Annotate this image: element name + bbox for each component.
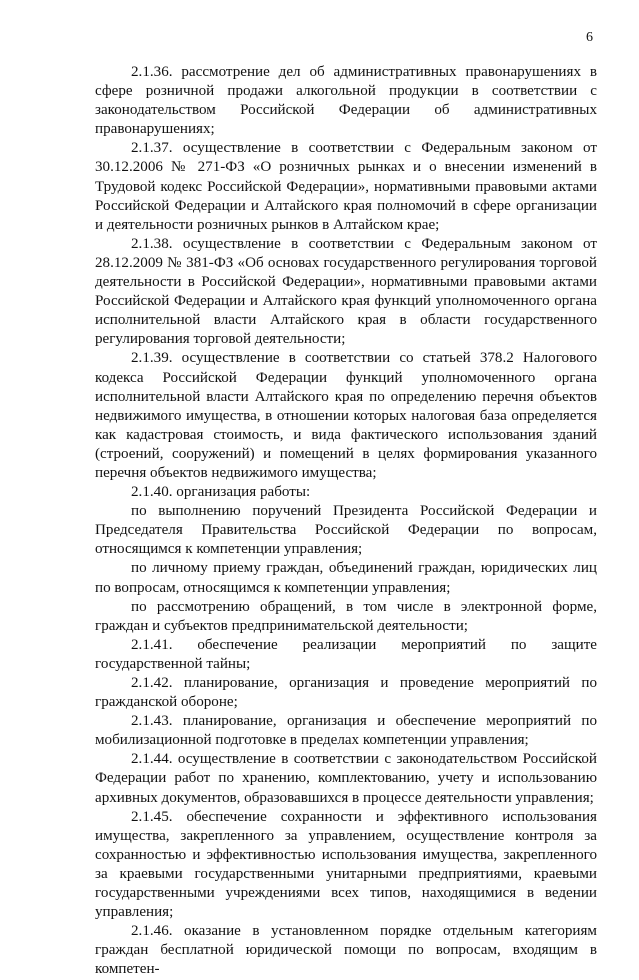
paragraph-2-1-36: 2.1.36. рассмотрение дел об административных правонарушениях в сфере розничной продажи алкогольной продукции в соответствии с законодательством Российской Федерации об административных правонарушениях; bbox=[95, 64, 597, 138]
paragraph-2-1-40-item-2: по личному приему граждан, объединений граждан, юридических лиц по вопросам, относящимся к компетенции управления; bbox=[95, 560, 597, 596]
paragraph-2-1-40-item-1: по выполнению поручений Президента Российской Федерации и Председателя Правительства Российской Федерации по вопросам, относящимся к компетенции управления; bbox=[95, 503, 597, 558]
paragraph-2-1-41: 2.1.41. обеспечение реализации мероприятий по защите государственной тайны; bbox=[95, 636, 597, 672]
paragraph-2-1-38: 2.1.38. осуществление в соответствии с Федеральным законом от 28.12.2009 № 381-ФЗ «Об основах государственного регулирования торговой деятельности в Российской Федерации», нормативными правовыми актами Российской Федерации и Алтайского края функций уполномоченного органа исполнительной власти Алтайского края в области государственного регулирования торговой деятельности; bbox=[95, 235, 597, 348]
paragraph-2-1-46: 2.1.46. оказание в установленном порядке отдельным категориям граждан бесплатной юридической помощи по вопросам, входящим в компетен- bbox=[95, 923, 597, 978]
document-body bbox=[95, 63, 597, 980]
paragraph-2-1-45: 2.1.45. обеспечение сохранности и эффективного использования имущества, закрепленного за управлением, осуществление контроля за сохранностью и эффективностью использования имущества, закрепленного за краевыми государственными унитарными предприятиями, краевыми государственными учреждениями всех типов, находящимися в ведении управления; bbox=[95, 808, 597, 921]
paragraph-2-1-44: 2.1.44. осуществление в соответствии с законодательством Российской Федерации работ по хранению, комплектованию, учету и использованию архивных документов, образовавшихся в процессе деятельности управления; bbox=[95, 751, 597, 806]
paragraph-2-1-40: 2.1.40. организация работы: bbox=[131, 484, 311, 501]
paragraph-2-1-39: 2.1.39. осуществление в соответствии со статьей 378.2 Налогового кодекса Российской Федерации функций уполномоченного органа исполнительной власти Алтайского края по определению перечня объектов недвижимого имущества, в отношении которых налоговая база определяется как кадастровая стоимость, и вида фактического использования зданий (строений, сооружений) и помещений в целях формирования указанного перечня объектов недвижимого имущества; bbox=[95, 350, 597, 481]
page-number: 6 bbox=[586, 30, 593, 45]
paragraph-2-1-42: 2.1.42. планирование, организация и проведение мероприятий по гражданской обороне; bbox=[95, 675, 597, 711]
paragraph-2-1-43: 2.1.43. планирование, организация и обеспечение мероприятий по мобилизационной подготовке в пределах компетенции управления; bbox=[95, 713, 597, 749]
paragraph-2-1-40-item-3: по рассмотрению обращений, в том числе в электронной форме, граждан и субъектов предпринимательской деятельности; bbox=[95, 598, 597, 634]
paragraph-2-1-37: 2.1.37. осуществление в соответствии с Федеральным законом от 30.12.2006 № 271-ФЗ «О розничных рынках и о внесении изменений в Трудовой кодекс Российской Федерации», нормативными правовыми актами Российской Федерации и Алтайского края полномочий в сфере организации и деятельности розничных рынков в Алтайском крае; bbox=[95, 140, 597, 233]
